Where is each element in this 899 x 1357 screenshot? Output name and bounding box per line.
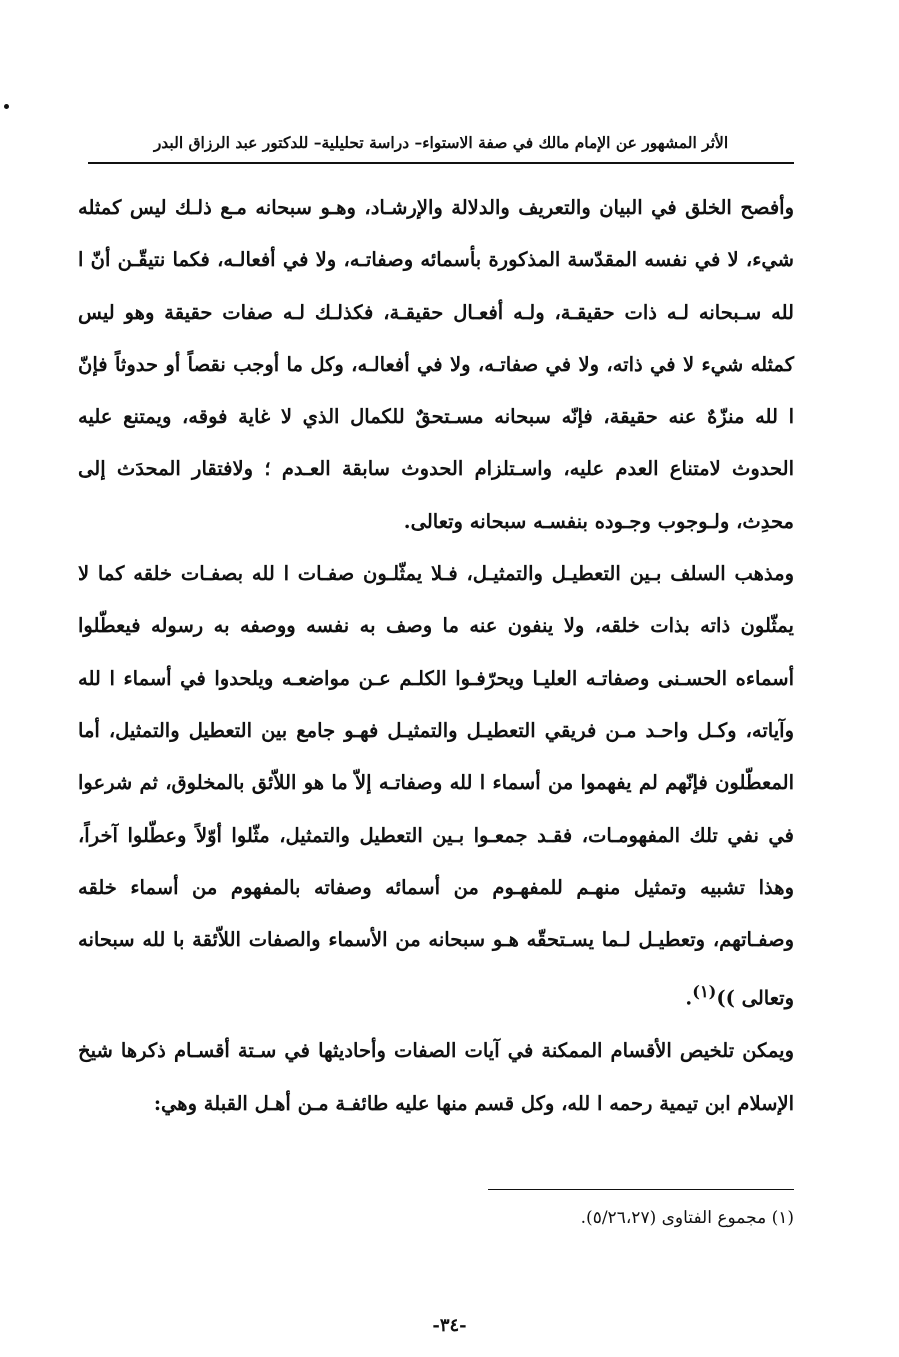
- paragraph: [78, 1025, 794, 1130]
- paragraph: [78, 182, 794, 548]
- running-header: [88, 128, 794, 164]
- paragraph-text: وأفصح الخلق في البيان والتعريف والدلالة والإرشـاد، وهـو سبحانه مـع ذلـك ليس كمثله شيء، لا في نفسه المقدّسة المذكورة بأسمائه وصفاتـه، ولا في أفعالـه، فكما نتيقّـن أنّ ا لله سـبحانه لـه ذات حقيقـة، ولـه أفعـال حقيقـة، فكذلـك لـه صفات حقيقة وهو ليس كمثله شيء لا في ذاته، ولا في صفاتـه، ولا في أفعالـه، وكل ما أوجب نقصاً أو حدوثاً فإنّ ا لله منزّهٌ عنه حقيقة، فإنّه سبحانه مسـتحقٌ للكمال الذي لا غاية فوقه، ويمتنع عليه الحدوث لامتناع العدم عليه، واسـتلزام الحدوث سابقة العـدم ؛ ولافتقار المحدَث إلى محدِث، ولـوجوب وجـوده بنفسـه سبحانه وتعالى.: [78, 196, 794, 533]
- paragraph-text: ومذهب السلف بـين التعطيـل والتمثيـل، فـلا يمثّلـون صفـات ا لله بصفـات خلقه كما لا يمثّلون ذاته بذات خلقه، ولا ينفون عنه ما وصف به نفسه ووصفه به رسوله فيعطّلوا أسماءه الحسـنى وصفاتـه العليـا ويحرّفـوا الكلـم عـن مواضعـه ويلحدوا في أسماء ا لله وآياته، وكـل واحـد مـن فريقي التعطيـل والتمثيـل فهـو جامع بين التعطيل والتمثيل، أما المعطّلون فإنّهم لم يفهموا من أسماء ا لله وصفاتـه إلاّ ما هو اللاّئق بالمخلوق، ثم شرعوا في نفي تلك المفهومـات، فقـد جمعـوا بـين التعطيل والتمثيل، مثّلوا أوّلاً وعطّلوا آخراً، وهذا تشبيه وتمثيل منهـم للمفهـوم من أسمائه وصفاته بالمفهوم من أسماء خلقه وصفـاتهم، وتعطيـل لـما يسـتحقّه هـو سبحانه من الأسماء والصفات اللاّئقة با لله سبحانه وتعالى )): [78, 562, 794, 1010]
- footnote: [78, 1200, 794, 1236]
- paragraph-text: ويمكن تلخيص الأقسام الممكنة في آيات الصفات وأحاديثها في سـتة أقسـام ذكرها شيخ الإسلام ابن تيمية رحمه ا لله، وكل قسم منها عليه طائفـة مـن أهـل القبلة وهي:: [78, 1039, 794, 1115]
- margin-mark: [4, 104, 9, 109]
- running-title: الأثر المشهور عن الإمام مالك في صفة الاستواء– دراسة تحليلية– للدكتور عبد الرزاق البدر: [153, 133, 729, 152]
- footnote-divider: [488, 1189, 794, 1190]
- main-text: [78, 182, 794, 1130]
- page-number-text: -٣٤-: [432, 1315, 467, 1336]
- paragraph: [78, 548, 794, 1025]
- page-number: [0, 1312, 899, 1340]
- sentence-end: .: [685, 986, 693, 1010]
- footnote-text: (١) مجموع الفتاوى (٥/٢٦،٢٧).: [580, 1208, 794, 1228]
- footnote-reference[interactable]: (١): [692, 982, 717, 1002]
